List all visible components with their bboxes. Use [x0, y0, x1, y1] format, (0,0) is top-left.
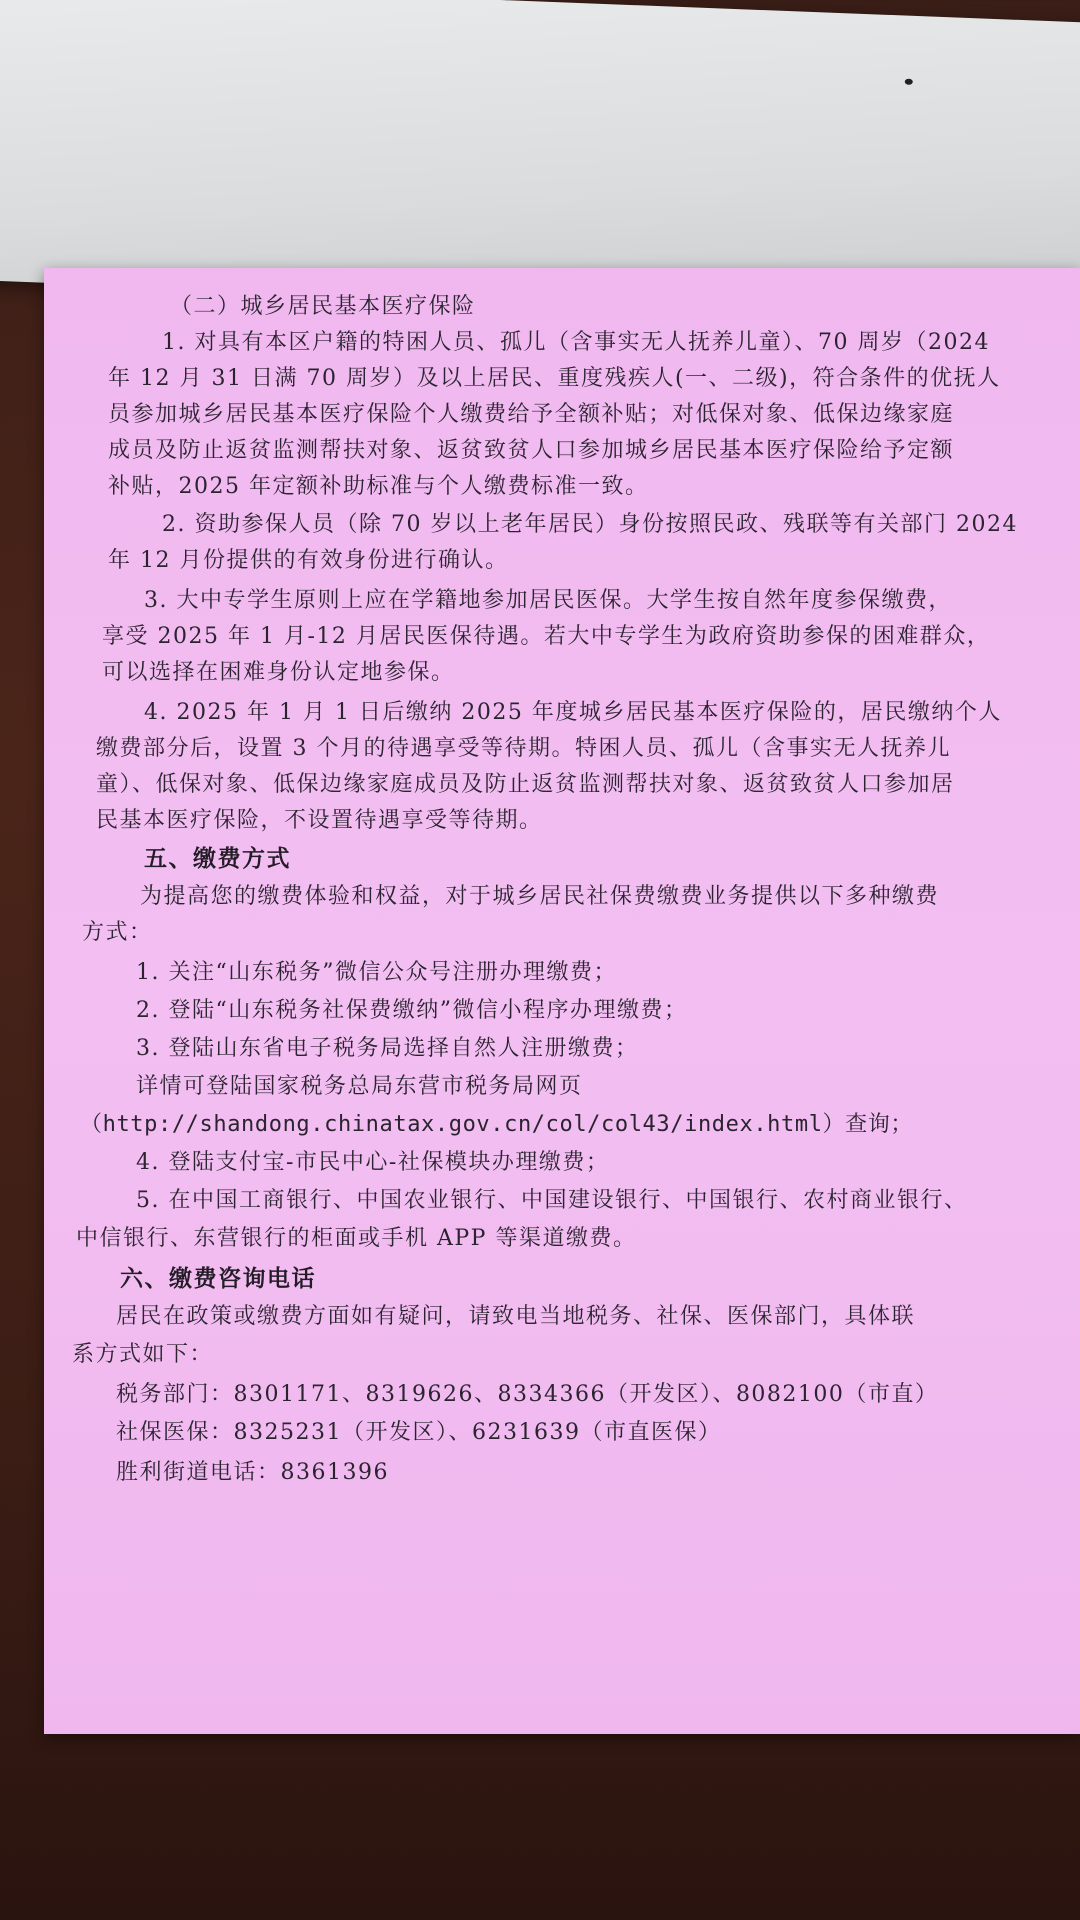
- section6-intro-line1: 居民在政策或缴费方面如有疑问，请致电当地税务、社保、医保部门，具体联: [116, 1304, 916, 1329]
- section5-intro-line1: 为提高您的缴费体验和权益，对于城乡居民社保费缴费业务提供以下多种缴费: [140, 884, 940, 909]
- item4-line3: 童）、低保对象、低保边缘家庭成员及防止返贫监测帮扶对象、返贫致贫人口参加居: [96, 772, 955, 797]
- item4-line2: 缴费部分后，设置 3 个月的待遇享受等待期。特困人员、孤儿（含事实无人抚养儿: [96, 736, 951, 761]
- payment-method-2: 2. 登陆“山东税务社保费缴纳”微信小程序办理缴费；: [136, 998, 688, 1023]
- payment-method-4: 4. 登陆支付宝-市民中心-社保模块办理缴费；: [136, 1150, 610, 1175]
- item1-line3: 员参加城乡居民基本医疗保险个人缴费给予全额补贴；对低保对象、低保边缘家庭: [108, 402, 955, 427]
- payment-method-1: 1. 关注“山东税务”微信公众号注册办理缴费；: [136, 960, 617, 985]
- section5-intro-line2: 方式：: [82, 920, 153, 945]
- section6-intro-line2: 系方式如下：: [72, 1342, 214, 1367]
- item4-line4: 民基本医疗保险，不设置待遇享受等待期。: [96, 808, 543, 833]
- section-title: （二）城乡居民基本医疗保险: [170, 294, 476, 319]
- paper-ink-mark: [905, 79, 913, 85]
- section6-heading: 六、缴费咨询电话: [120, 1266, 316, 1292]
- item3-line1: 3. 大中专学生原则上应在学籍地参加居民医保。大学生按自然年度参保缴费，: [144, 588, 952, 613]
- item1-line5: 补贴，2025 年定额补助标准与个人缴费标准一致。: [108, 474, 649, 499]
- item3-line2: 享受 2025 年 1 月-12 月居民医保待遇。若大中专学生为政府资助参保的困难群众，: [102, 624, 991, 649]
- item2-line2: 年 12 月份提供的有效身份进行确认。: [108, 548, 509, 573]
- payment-detail-text: 详情可登陆国家税务总局东营市税务局网页: [136, 1074, 583, 1099]
- section5-heading: 五、缴费方式: [144, 846, 291, 872]
- payment-method-5-line1: 5. 在中国工商银行、中国农业银行、中国建设银行、中国银行、农村商业银行、: [136, 1188, 968, 1213]
- tax-department-phones: 税务部门：8301171、8319626、8334366（开发区）、8082100（市直）: [116, 1382, 939, 1407]
- payment-method-3: 3. 登陆山东省电子税务局选择自然人注册缴费；: [136, 1036, 639, 1061]
- item1-line1: 1. 对具有本区户籍的特困人员、孤儿（含事实无人抚养儿童）、70 周岁（2024: [162, 330, 990, 355]
- item2-line1: 2. 资助参保人员（除 70 岁以上老年居民）身份按照民政、残联等有关部门 2024: [162, 512, 1018, 537]
- item3-line3: 可以选择在困难身份认定地参保。: [102, 660, 455, 685]
- tax-bureau-url: （http://shandong.chinatax.gov.cn/col/col43/index.html）查询；: [80, 1112, 913, 1137]
- social-medical-phones: 社保医保：8325231（开发区）、6231639（市直医保）: [116, 1420, 722, 1445]
- payment-method-5-line2: 中信银行、东营银行的柜面或手机 APP 等渠道缴费。: [76, 1226, 637, 1251]
- item4-line1: 4. 2025 年 1 月 1 日后缴纳 2025 年度城乡居民基本医疗保险的，居民缴纳个人: [144, 700, 1002, 725]
- item1-line4: 成员及防止返贫监测帮扶对象、返贫致贫人口参加城乡居民基本医疗保险给予定额: [108, 438, 955, 463]
- shengli-street-phone: 胜利街道电话：8361396: [116, 1460, 389, 1485]
- pink-notice-document: [44, 268, 1080, 1734]
- item1-line2: 年 12 月 31 日满 70 周岁）及以上居民、重度残疾人(一、二级)，符合条件的优抚人: [108, 366, 1001, 391]
